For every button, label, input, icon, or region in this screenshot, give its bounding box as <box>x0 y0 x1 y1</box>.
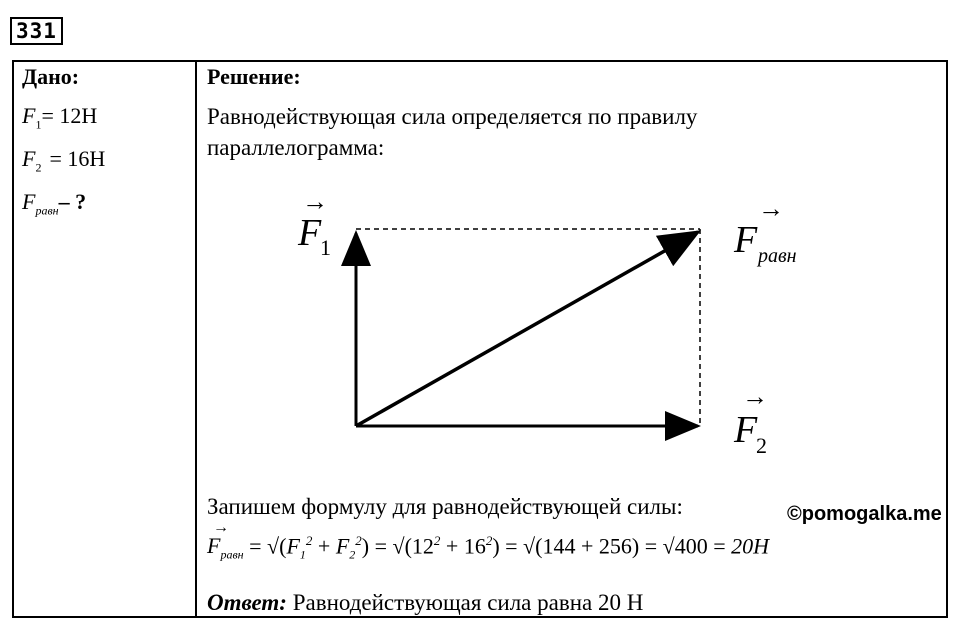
f1-symbol: F <box>298 212 322 254</box>
f2-arrow: → <box>742 382 768 411</box>
formula-n16: 16 <box>463 533 486 559</box>
given-fres-sub: равн <box>35 203 59 218</box>
given-f1-sub: 1 <box>35 117 42 132</box>
fres-arrow: → <box>758 194 784 223</box>
formula <box>207 519 770 563</box>
formula-eq-final: = <box>707 533 732 559</box>
answer-label: Ответ: <box>207 590 287 615</box>
formula-eq1: = √( <box>249 533 287 559</box>
formula-f2-sub: 2 <box>349 547 356 562</box>
f2-symbol: F <box>734 409 758 451</box>
formula-root: 400 <box>674 533 708 559</box>
given-fres-value: – ? <box>58 189 87 214</box>
f1-arrow: → <box>302 187 328 216</box>
given-f2-symbol: F <box>22 146 36 171</box>
given-f1 <box>22 103 97 132</box>
formula-result: 20H <box>731 533 770 559</box>
answer-text: Равнодействующая сила равна 20 Н <box>292 590 644 615</box>
formula-f1-sub: 1 <box>299 547 306 562</box>
formula-lhs <box>207 519 249 562</box>
f2-sub: 2 <box>756 433 767 458</box>
formula-plus1: + <box>312 533 336 559</box>
formula-close2: ) = √( <box>492 533 543 559</box>
given-f2-value: = 16Н <box>49 146 106 171</box>
formula-sq2: 2 <box>355 533 362 548</box>
formula-close3: ) = √ <box>631 533 675 559</box>
solution-title: Решение: <box>207 64 301 89</box>
formula-lhs-arrow: → <box>213 519 229 537</box>
given-f1-symbol: F <box>22 103 36 128</box>
solution-intro: Равнодействующая сила определяется по правилу параллелограмма: <box>207 104 698 160</box>
formula-plus2: + <box>440 533 464 559</box>
given-f1-value: = 12Н <box>41 103 98 128</box>
given-f2 <box>22 146 105 175</box>
formula-n12: 12 <box>411 533 434 559</box>
formula-lhs-symbol: F <box>207 533 221 559</box>
column-divider <box>195 60 197 618</box>
f1-sub: 1 <box>320 235 331 260</box>
given-title: Дано: <box>22 64 80 89</box>
parallelogram-diagram <box>280 185 840 475</box>
formula-sq4: 2 <box>485 533 493 548</box>
formula-close1: ) = √( <box>361 533 412 559</box>
problem-number: 331 <box>10 17 63 45</box>
given-fres-symbol: F <box>22 189 36 214</box>
vector-resultant <box>356 232 698 426</box>
formula-sq3: 2 <box>433 533 441 548</box>
fres-symbol: F <box>734 219 758 261</box>
given-f2-sub: 2 <box>35 160 42 175</box>
formula-f1-symbol: F <box>286 533 300 559</box>
fres-sub: равн <box>758 245 797 267</box>
formula-sq1: 2 <box>305 533 313 548</box>
formula-intro: Запишем формулу для равнодействующей силы: <box>207 494 683 519</box>
formula-f2-symbol: F <box>335 533 350 559</box>
answer <box>207 590 643 616</box>
formula-lhs-sub: равн <box>220 547 244 562</box>
formula-sum: 144 + 256 <box>542 533 632 559</box>
given-fres <box>22 189 86 218</box>
watermark: ©pomogalka.me <box>787 503 942 525</box>
